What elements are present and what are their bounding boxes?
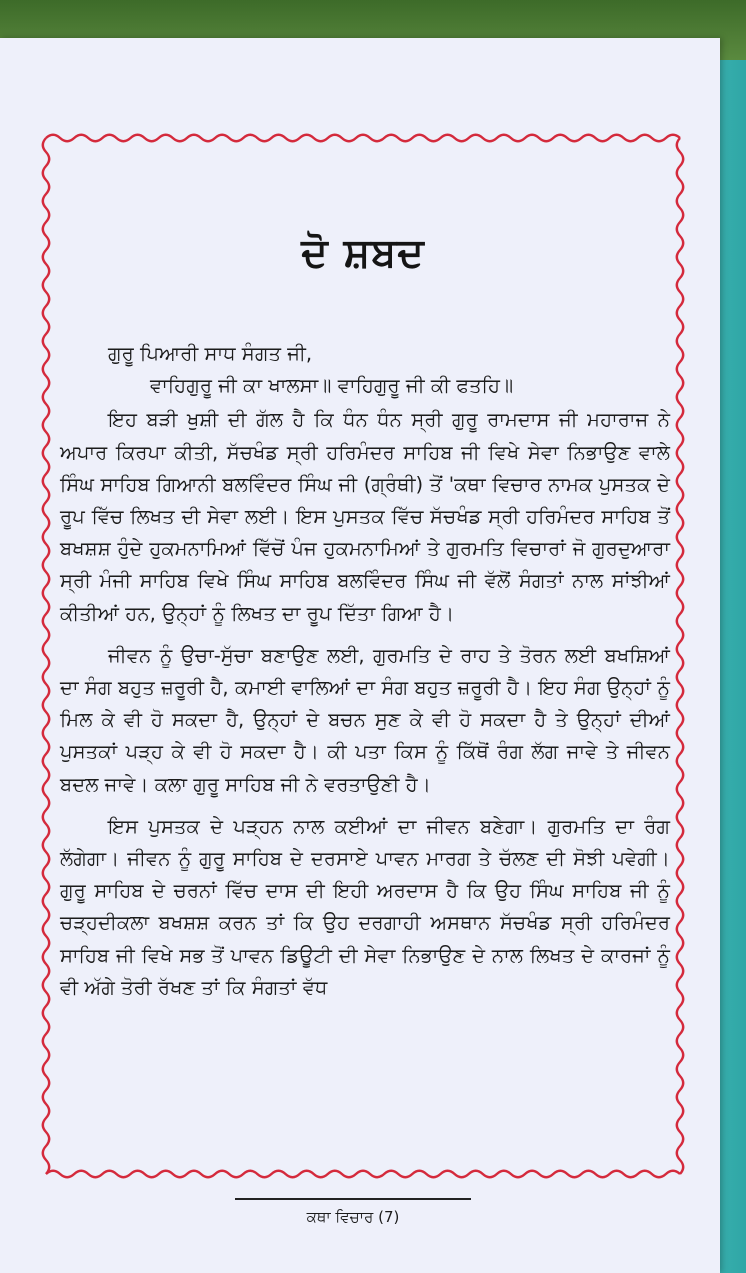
paragraph: ਜੀਵਨ ਨੂੰ ਉਚਾ-ਸੁੱਚਾ ਬਣਾਉਣ ਲਈ, ਗੁਰਮਤਿ ਦੇ ਰਾਹ ਤੇ ਤੋਰਨ ਲਈ ਬਖਸ਼ਿਆਂ ਦਾ ਸੰਗ ਬਹੁਤ ਜ਼ਰੂਰੀ ਹੈ, ਕਮਾਈ ਵਾਲਿਆਂ ਦਾ ਸੰਗ ਬਹੁਤ ਜ਼ਰੂਰੀ ਹੈ। ਇਹ ਸੰਗ ਉਨ੍ਹਾਂ ਨੂੰ ਮਿਲ ਕੇ ਵੀ ਹੋ ਸਕਦਾ ਹੈ, ਉਨ੍ਹਾਂ ਦੇ ਬਚਨ ਸੁਣ ਕੇ ਵੀ ਹੋ ਸਕਦਾ ਹੈ ਤੇ ਉਨ੍ਹਾਂ ਦੀਆਂ ਪੁਸਤਕਾਂ ਪੜ੍ਹ ਕੇ ਵੀ ਹੋ ਸਕਦਾ ਹੈ। ਕੀ ਪਤਾ ਕਿਸ ਨੂੰ ਕਿੱਥੋਂ ਰੰਗ ਲੱਗ ਜਾਵੇ ਤੇ ਜੀਵਨ ਬਦਲ ਜਾਵੇ। ਕਲਾ ਗੁਰੂ ਸਾਹਿਬ ਜੀ ਨੇ ਵਰਤਾਉਣੀ ਹੈ। [60, 643, 670, 796]
footer-divider [235, 1198, 471, 1200]
greeting-salutation: ਵਾਹਿਗੁਰੂ ਜੀ ਕਾ ਖਾਲਸਾ॥ ਵਾਹਿਗੁਰੂ ਜੀ ਕੀ ਫਤਹਿ॥ [150, 374, 514, 398]
border-wave-segment [43, 138, 49, 1174]
border-wave-segment [677, 138, 683, 1174]
page-heading: ਦੋ ਸ਼ਬਦ [301, 230, 425, 276]
paragraph: ਇਹ ਬੜੀ ਖੁਸ਼ੀ ਦੀ ਗੱਲ ਹੈ ਕਿ ਧੰਨ ਧੰਨ ਸ੍ਰੀ ਗੁਰੂ ਰਾਮਦਾਸ ਜੀ ਮਹਾਰਾਜ ਨੇ ਅਪਾਰ ਕਿਰਪਾ ਕੀਤੀ, ਸੱਚਖੰਡ ਸ੍ਰੀ ਹਰਿਮੰਦਰ ਸਾਹਿਬ ਜੀ ਵਿਖੇ ਸੇਵਾ ਨਿਭਾਉਣ ਵਾਲੇ ਸਿੰਘ ਸਾਹਿਬ ਗਿਆਨੀ ਬਲਵਿੰਦਰ ਸਿੰਘ ਜੀ (ਗ੍ਰੰਥੀ) ਤੋਂ 'ਕਥਾ ਵਿਚਾਰ ਨਾਮਕ ਪੁਸਤਕ ਦੇ ਰੂਪ ਵਿੱਚ ਲਿਖਤ ਦੀ ਸੇਵਾ ਲਈ। ਇਸ ਪੁਸਤਕ ਵਿੱਚ ਸੱਚਖੰਡ ਸ੍ਰੀ ਹਰਿਮੰਦਰ ਸਾਹਿਬ ਤੋਂ ਬਖਸ਼ਸ਼ ਹੁੰਦੇ ਹੁਕਮਨਾਮਿਆਂ ਵਿੱਚੋਂ ਪੰਜ ਹੁਕਮਨਾਮਿਆਂ ਤੇ ਗੁਰਮਤਿ ਵਿਚਾਰਾਂ ਜੋ ਗੁਰਦੁਆਰਾ ਸ੍ਰੀ ਮੰਜੀ ਸਾਹਿਬ ਵਿਖੇ ਸਿੰਘ ਸਾਹਿਬ ਬਲਵਿੰਦਰ ਸਿੰਘ ਜੀ ਵੱਲੋਂ ਸੰਗਤਾਂ ਨਾਲ ਸਾਂਝੀਆਂ ਕੀਤੀਆਂ ਹਨ, ਉਨ੍ਹਾਂ ਨੂੰ ਲਿਖਤ ਦਾ ਰੂਪ ਦਿੱਤਾ ਗਿਆ ਹੈ। [60, 408, 670, 625]
page-footer: ਕਥਾ ਵਿਚਾਰ (7) [306, 1208, 400, 1226]
greeting-line: ਗੁਰੂ ਪਿਆਰੀ ਸਾਧ ਸੰਗਤ ਜੀ, [108, 342, 313, 365]
border-wave-segment [46, 1171, 680, 1177]
paragraph: ਇਸ ਪੁਸਤਕ ਦੇ ਪੜ੍ਹਨ ਨਾਲ ਕਈਆਂ ਦਾ ਜੀਵਨ ਬਣੇਗਾ। ਗੁਰਮਤਿ ਦਾ ਰੰਗ ਲੱਗੇਗਾ। ਜੀਵਨ ਨੂੰ ਗੁਰੂ ਸਾਹਿਬ ਦੇ ਦਰਸਾਏ ਪਾਵਨ ਮਾਰਗ ਤੇ ਚੱਲਣ ਦੀ ਸੋਝੀ ਪਵੇਗੀ। ਗੁਰੂ ਸਾਹਿਬ ਦੇ ਚਰਨਾਂ ਵਿੱਚ ਦਾਸ ਦੀ ਇਹੀ ਅਰਦਾਸ ਹੈ ਕਿ ਉਹ ਸਿੰਘ ਸਾਹਿਬ ਜੀ ਨੂੰ ਚੜ੍ਹਦੀਕਲਾ ਬਖਸ਼ਸ਼ ਕਰਨ ਤਾਂ ਕਿ ਉਹ ਦਰਗਾਹੀ ਅਸਥਾਨ ਸੱਚਖੰਡ ਸ੍ਰੀ ਹਰਿਮੰਦਰ ਸਾਹਿਬ ਜੀ ਵਿਖੇ ਸਭ ਤੋਂ ਪਾਵਨ ਡਿਊਟੀ ਦੀ ਸੇਵਾ ਨਿਭਾਉਣ ਦੇ ਨਾਲ ਲਿਖਤ ਦੇ ਕਾਰਜਾਂ ਨੂੰ ਵੀ ਅੱਗੇ ਤੋਰੀ ਰੱਖਣ ਤਾਂ ਕਿ ਸੰਗਤਾਂ ਵੱਧ [60, 814, 670, 999]
border-wave-segment [46, 135, 680, 141]
body-text [60, 338, 670, 1014]
